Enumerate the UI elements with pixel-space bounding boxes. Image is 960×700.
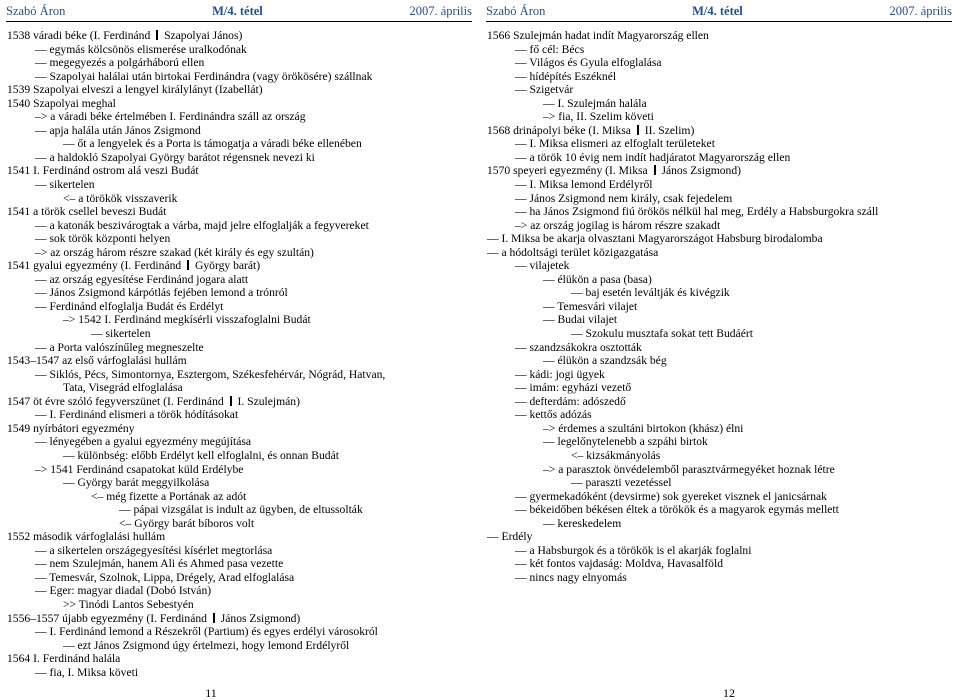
text-line: –> az ország jogilag is három részre szakadt xyxy=(515,218,721,232)
text-line: — hídépítés Eszéknél xyxy=(515,69,617,83)
text-line: — I. Miksa lemond Erdélyről xyxy=(515,178,653,192)
text-line: — a sikertelen országegyesítési kísérlet megtorlása xyxy=(35,543,273,557)
page-number: 12 xyxy=(723,686,735,700)
header-date: 2007. április xyxy=(889,3,952,18)
text-line: — Siklós, Pécs, Simontornya, Esztergom, Székesfehérvár, Nógrád, Hatvan, xyxy=(35,367,386,381)
right-text-body xyxy=(487,29,958,584)
text-line: — Temesvár, Szolnok, Lippa, Drégely, Arad elfoglalása xyxy=(35,570,295,584)
text-line: — I. Ferdinánd lemond a Részekről (Partium) és egyes erdélyi városokról xyxy=(35,625,378,639)
text-line: — kádi: jogi ügyek xyxy=(515,367,605,381)
text-line: — legelőnytelenebb a szpáhi birtok xyxy=(543,435,708,449)
separator-bar xyxy=(230,396,232,406)
text-line: –> fia, II. Szelim követi xyxy=(543,110,654,124)
text-line: — békeidőben békésen éltek a törökök és a magyarok egymás mellett xyxy=(515,503,839,517)
text-line: — János Zsigmond nem király, csak fejedelem xyxy=(515,191,733,205)
text-line: 1556–1557 újabb egyezmény (I. Ferdinánd János Zsigmond) xyxy=(7,611,301,625)
text-line: 1570 speyeri egyezmény (I. Miksa János Zsigmond) xyxy=(487,164,742,178)
text-line: — kereskedelem xyxy=(543,516,622,530)
text-line: — élükön a pasa (basa) xyxy=(543,272,652,286)
text-line: — sok török központi helyen xyxy=(35,232,171,246)
text-line: –> az ország három részre szakad (két király és egy szultán) xyxy=(35,245,314,259)
text-line: 1552 második várfoglalási hullám xyxy=(7,530,166,544)
text-line: 1541 I. Ferdinánd ostrom alá veszi Budát xyxy=(7,164,199,178)
text-line: — apja halála után János Zsigmond xyxy=(35,123,201,137)
text-line: –> 1541 Ferdinánd csapatokat küld Erdélybe xyxy=(35,462,244,476)
text-line: — Szapolyai halálai után birtokai Ferdinándra (vagy örökösére) szállnak xyxy=(35,69,373,83)
text-line: — I. Ferdinánd elismeri a török hódításokat xyxy=(35,408,239,422)
text-line: — Temesvári vilajet xyxy=(543,299,638,313)
text-line: — két fontos vajdaság: Moldva, Havasalföld xyxy=(515,557,723,571)
text-line: — baj esetén leváltják és kivégzik xyxy=(571,286,730,300)
text-line: 1538 váradi béke (I. Ferdinánd Szapolyai János) xyxy=(7,29,243,42)
text-line: — Ferdinánd elfoglalja Budát és Erdélyt xyxy=(35,299,224,313)
header-subject: M/4. tétel xyxy=(692,3,743,18)
text-line: Tata, Visegrád elfoglalása xyxy=(63,381,183,395)
text-line: — pápai vizsgálat is indult az ügyben, de eltussolták xyxy=(119,503,363,517)
text-line: — vilajetek xyxy=(515,259,570,273)
text-line: — a katonák beszivárogtak a várba, majd jelre elfoglalják a fegyvereket xyxy=(35,218,369,232)
text-line: — I. Miksa be akarja olvasztani Magyarországot Habsburg birodalomba xyxy=(487,232,823,246)
text-line: 1564 I. Ferdinánd halála xyxy=(7,652,121,666)
page-number: 11 xyxy=(205,686,217,700)
text-line: 1568 drinápolyi béke (I. Miksa II. Szelim) xyxy=(487,123,695,137)
text-line: 1566 Szulejmán hadat indít Magyarország ellen xyxy=(487,29,709,42)
text-line: — a haldokló Szapolyai György barátot régensnek nevezi ki xyxy=(35,150,315,164)
text-line: — őt a lengyelek és a Porta is támogatja a váradi béke ellenében xyxy=(63,137,362,151)
header-subject: M/4. tétel xyxy=(212,3,263,18)
text-line: — megegyezés a polgárháború ellen xyxy=(35,56,205,70)
separator-bar xyxy=(637,125,639,135)
right-page xyxy=(480,0,960,700)
text-line: — imám: egyházi vezető xyxy=(515,381,632,395)
page-header xyxy=(6,2,472,20)
text-line: — különbség: előbb Erdélyt kell elfoglalni, és onnan Budát xyxy=(63,448,339,462)
text-line: >> Tinódi Lantos Sebestyén xyxy=(63,597,194,611)
text-line: — a Porta valószínűleg megneszelte xyxy=(35,340,204,354)
text-line: — Világos és Gyula elfoglalása xyxy=(515,56,662,70)
page-header xyxy=(486,2,952,20)
text-line: — gyermekadóként (devsirme) sok gyereket visznek el janicsárnak xyxy=(515,489,827,503)
text-line: 1540 Szapolyai meghal xyxy=(7,96,116,110)
text-line: — nincs nagy elnyomás xyxy=(515,570,627,584)
text-line: — I. Szulejmán halála xyxy=(543,96,647,110)
text-line: — a Habsburgok és a törökök is el akarják foglalni xyxy=(515,543,752,557)
separator-bar xyxy=(213,613,215,623)
text-line: — egymás kölcsönös elismerése uralkodónak xyxy=(35,42,247,56)
text-line: — ezt János Zsigmond úgy értelmezi, hogy lemond Erdélyről xyxy=(63,638,350,652)
text-line: — kettős adózás xyxy=(515,408,592,422)
text-line: <– kizsákmányolás xyxy=(571,448,661,462)
text-line: — a török 10 évig nem indít hadjáratot Magyarország ellen xyxy=(515,150,791,164)
header-rule xyxy=(6,21,472,22)
text-line: — Budai vilajet xyxy=(543,313,618,327)
text-line: 1543–1547 az első várfoglalási hullám xyxy=(7,354,187,368)
text-line: 1549 nyírbátori egyezmény xyxy=(7,421,135,435)
text-line: — sikertelen xyxy=(91,327,151,341)
text-line: — János Zsigmond kárpótlás fejében lemond a trónról xyxy=(35,286,288,300)
text-line: — I. Miksa elismeri az elfoglalt területeket xyxy=(515,137,715,151)
header-date: 2007. április xyxy=(409,3,472,18)
header-author: Szabó Áron xyxy=(6,3,66,18)
text-line: — szandzsákokra osztották xyxy=(515,340,642,354)
text-line: <– a törökök visszaverik xyxy=(63,191,178,205)
text-line: — Szigetvár xyxy=(515,83,574,97)
text-line: — nem Szulejmán, hanem Ali és Ahmed pasa vezette xyxy=(35,557,284,571)
text-line: <– György barát bíboros volt xyxy=(119,516,255,530)
text-line: — az ország egyesítése Ferdinánd jogara alatt xyxy=(35,272,249,286)
header-author: Szabó Áron xyxy=(486,3,546,18)
text-line: 1539 Szapolyai elveszi a lengyel királylányt (Izabellát) xyxy=(7,83,263,97)
text-line: 1547 öt évre szóló fegyverszünet (I. Ferdinánd I. Szulejmán) xyxy=(7,394,300,408)
text-line: –> érdemes a szultáni birtokon (khász) élni xyxy=(543,421,744,435)
text-line: — defterdám: adószedő xyxy=(515,394,626,408)
text-line: — ha János Zsigmond fiú örökös nélkül hal meg, Erdély a Habsburgokra száll xyxy=(515,205,879,219)
separator-bar xyxy=(156,30,158,40)
text-line: — Eger: magyar diadal (Dobó István) xyxy=(35,584,212,598)
text-line: — lényegében a gyalui egyezmény megújítása xyxy=(35,435,252,449)
text-line: — Szokulu musztafa sokat tett Budáért xyxy=(571,327,753,341)
left-text-body xyxy=(7,29,478,679)
text-line: — sikertelen xyxy=(35,178,95,192)
text-line: — Erdély xyxy=(487,530,533,544)
text-line: –> 1542 I. Ferdinánd megkísérli visszafoglalni Budát xyxy=(63,313,311,327)
header-rule xyxy=(486,21,952,22)
text-line: — György barát meggyilkolása xyxy=(63,476,210,490)
text-line: — fő cél: Bécs xyxy=(515,42,585,56)
text-line: 1541 a török csellel beveszi Budát xyxy=(7,205,167,219)
text-line: — fia, I. Miksa követi xyxy=(35,665,139,679)
text-line: –> a váradi béke értelmében I. Ferdinándra száll az ország xyxy=(35,110,306,124)
text-line: — élükön a szandzsák bég xyxy=(543,354,667,368)
text-line: — paraszti vezetéssel xyxy=(571,476,672,490)
separator-bar xyxy=(654,165,656,175)
text-line: 1541 gyalui egyezmény (I. Ferdinánd György barát) xyxy=(7,259,261,273)
separator-bar xyxy=(187,260,189,270)
text-line: <– még fizette a Portának az adót xyxy=(91,489,247,503)
text-line: — a hódoltsági terület közigazgatása xyxy=(487,245,659,259)
text-line: –> a parasztok önvédelemből parasztvármegyéket hoznak létre xyxy=(543,462,835,476)
